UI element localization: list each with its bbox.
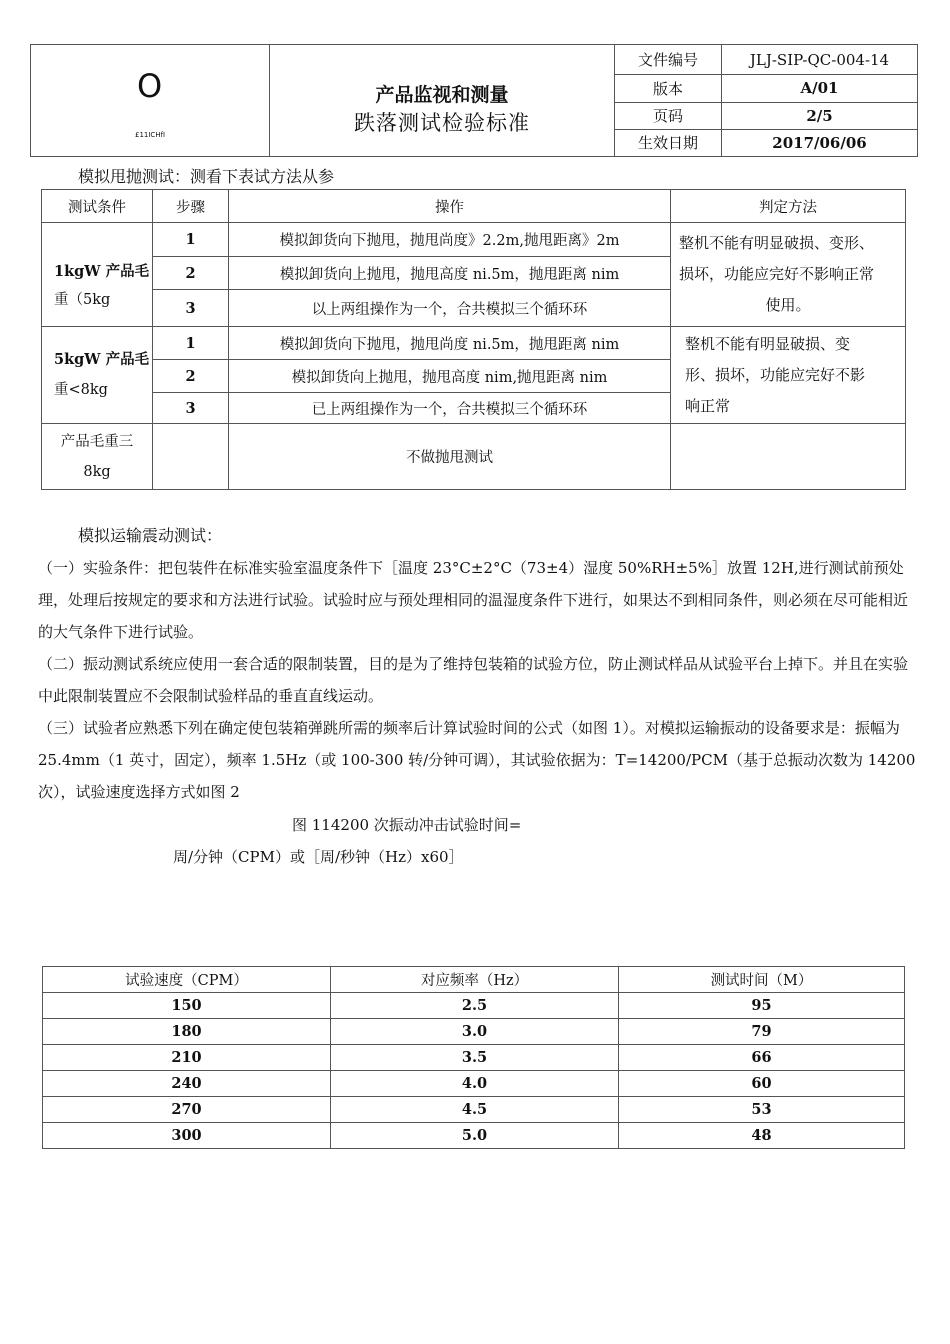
document-category-title: 产品监视和测量 <box>375 84 509 106</box>
operation: 以上两组操作为一个，合共模拟三个循环环 <box>229 290 671 327</box>
page-number: 2/5 <box>722 102 918 129</box>
document-number: JLJ-SIP-QC-004-14 <box>722 45 918 75</box>
table-row <box>43 993 905 1019</box>
test-time: 53 <box>619 1097 905 1123</box>
test-condition: 8kg <box>83 463 111 480</box>
judgement-text: 形、损坏，功能应完好不影 <box>685 365 866 384</box>
section-title-throw-test: 模拟甩抛测试：测看下表试方法从参 <box>78 167 335 186</box>
vibration-speed-table <box>42 966 905 1149</box>
company-logo-icon: O <box>137 67 163 105</box>
speed-cpm: 210 <box>43 1045 331 1071</box>
test-condition-cell <box>42 327 153 424</box>
frequency-hz: 3.5 <box>331 1045 619 1071</box>
step-number: 1 <box>153 223 229 257</box>
paragraph-restraint-device: （二）振动测试系统应使用一套合适的限制装置，目的是为了维持包装箱的试验方位，防止测试样品从试验平台上掉下。并且在实验中此限制装置应不会限制试验样品的垂直直线运动。 <box>38 655 909 705</box>
throw-test-table <box>41 189 906 490</box>
speed-cpm: 180 <box>43 1019 331 1045</box>
test-time: 48 <box>619 1123 905 1149</box>
table-header: 步骤 <box>153 190 229 223</box>
test-condition-cell <box>42 223 153 327</box>
operation: 模拟卸货向上抛甩，抛甩高度 ni.5m，抛甩距离 nim <box>229 257 671 290</box>
judgement-text: 整机不能有明显破损、变形、 <box>679 234 875 252</box>
effective-date: 2017/06/06 <box>722 129 918 156</box>
test-condition-cell <box>42 424 153 490</box>
speed-cpm: 270 <box>43 1097 331 1123</box>
frequency-hz: 2.5 <box>331 993 619 1019</box>
document-header <box>30 44 918 157</box>
operation: 已上两组操作为一个，合共模拟三个循环环 <box>229 393 671 424</box>
document-title: 跌落测试检验标准 <box>354 111 530 135</box>
logo-caption: £11ICHfI <box>135 131 166 139</box>
meta-label: 页码 <box>615 102 722 129</box>
table-row <box>43 1019 905 1045</box>
step-number: 2 <box>153 257 229 290</box>
test-time: 66 <box>619 1045 905 1071</box>
test-time: 60 <box>619 1071 905 1097</box>
table-header: 对应频率（Hz） <box>331 967 619 993</box>
section-title-vibration-test: 模拟运输震动测试： <box>78 526 223 545</box>
step-number: 3 <box>153 393 229 424</box>
operation: 模拟卸货向上抛甩，抛甩高度 nim,抛甩距离 nim <box>229 360 671 393</box>
test-time: 79 <box>619 1019 905 1045</box>
speed-cpm: 240 <box>43 1071 331 1097</box>
test-condition: 产品毛重三 <box>60 433 134 450</box>
judgement-text: 损坏，功能应完好不影响正常 <box>679 265 875 283</box>
formula-line-2: 周/分钟（CPM）或［周/秒钟（Hz）x60］ <box>173 848 464 866</box>
test-condition: 1kgW 产品毛 <box>54 262 150 280</box>
judgement-text: 整机不能有明显破损、变 <box>685 334 851 353</box>
step-number: 1 <box>153 327 229 360</box>
table-header: 试验速度（CPM） <box>43 967 331 993</box>
table-row <box>43 1123 905 1149</box>
step-number: 3 <box>153 290 229 327</box>
operation: 不做抛甩测试 <box>229 424 671 490</box>
meta-label: 文件编号 <box>615 45 722 75</box>
judgement-text: 使用。 <box>765 296 811 314</box>
logo-cell <box>31 45 270 157</box>
operation: 模拟卸货向下抛甩，抛甩尚度 ni.5m，抛甩距离 nim <box>229 327 671 360</box>
judgement-cell <box>671 223 906 327</box>
step-number: 2 <box>153 360 229 393</box>
speed-cpm: 300 <box>43 1123 331 1149</box>
test-condition: 重<8kg <box>54 382 108 398</box>
test-time: 95 <box>619 993 905 1019</box>
empty-cell <box>671 424 906 490</box>
frequency-hz: 5.0 <box>331 1123 619 1149</box>
meta-label: 版本 <box>615 75 722 102</box>
operation: 模拟卸货向下抛甩，抛甩尚度》2.2m,抛甩距离》2m <box>229 223 671 257</box>
formula-line-1: 图 114200 次振动冲击试验时间= <box>292 816 522 834</box>
frequency-hz: 3.0 <box>331 1019 619 1045</box>
table-header: 测试时间（M） <box>619 967 905 993</box>
paragraph-experiment-conditions: （一）实验条件：把包装件在标准实验室温度条件下［温度 23°C±2°C（73±4）湿度 50%RH±5%］放置 12H,进行测试前预处理，处理后按规定的要求和方法进行试验。试验时应与预处理相同的温湿度条件下进行，如果达不到相同条件，则必须在尽可能相近的大气条件下进行试验。 <box>38 559 909 641</box>
table-header: 判定方法 <box>671 190 906 223</box>
version-value: A/01 <box>722 75 918 102</box>
table-row <box>43 1097 905 1123</box>
table-header: 测试条件 <box>42 190 153 223</box>
title-cell <box>270 45 615 157</box>
table-row <box>43 1071 905 1097</box>
speed-cpm: 150 <box>43 993 331 1019</box>
frequency-hz: 4.5 <box>331 1097 619 1123</box>
meta-label: 生效日期 <box>615 129 722 156</box>
judgement-text: 响正常 <box>685 396 731 415</box>
table-row <box>43 1045 905 1071</box>
paragraph-formula-description: （三）试验者应熟悉下列在确定使包装箱弹跳所需的频率后计算试验时间的公式（如图 1）。对模拟运输振动的设备要求是：振幅为 25.4mm（1 英寸，固定），频率 1.5Hz（或 100-300 转/分钟可调），其试验依据为：T=14200/PCM（基于总振动次数为 14200 次），试验速度选择方式如图 2 <box>38 719 916 801</box>
table-header: 操作 <box>229 190 671 223</box>
judgement-cell <box>671 327 906 424</box>
frequency-hz: 4.0 <box>331 1071 619 1097</box>
test-condition: 5kgW 产品毛 <box>54 351 150 368</box>
empty-cell <box>153 424 229 490</box>
test-condition: 重（5kg <box>54 291 111 308</box>
